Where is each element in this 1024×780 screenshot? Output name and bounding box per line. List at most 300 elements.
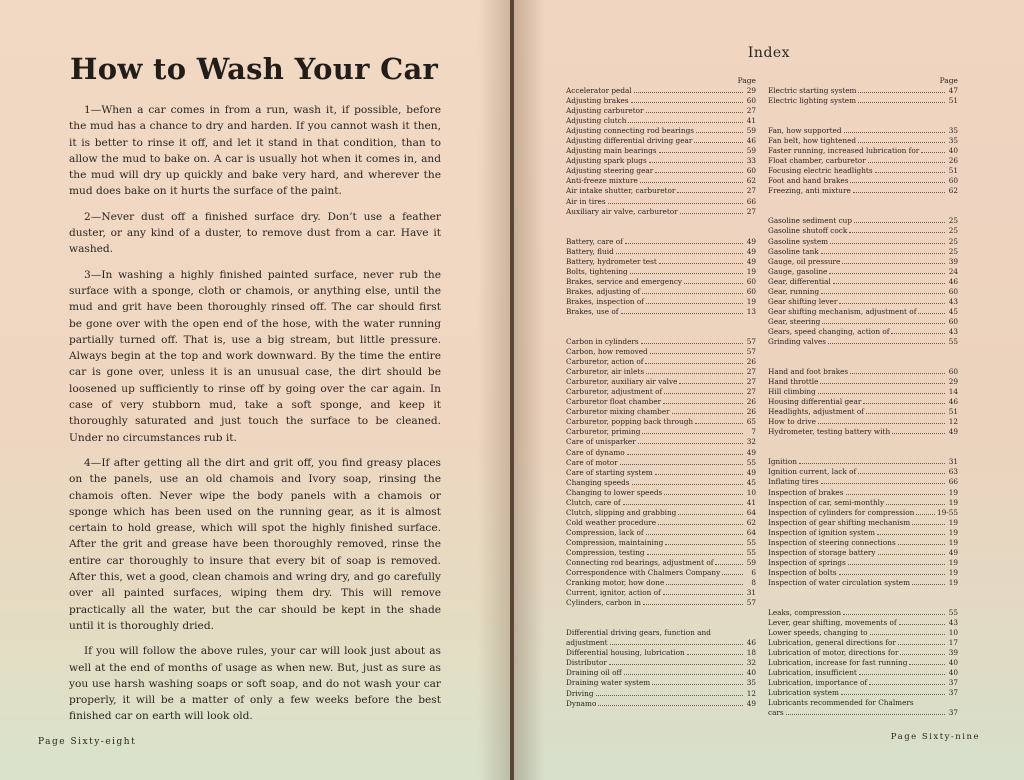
index-entry-topic: Headlights, adjustment of <box>768 407 864 417</box>
index-leader-dots <box>818 423 945 424</box>
index-entry-topic: Gasoline system <box>768 236 829 246</box>
index-leader-dots <box>828 343 945 344</box>
index-entry-page: 10 <box>746 487 756 497</box>
index-spacer <box>566 618 756 628</box>
index-entry-topic: Hand throttle <box>768 377 819 387</box>
index-entry-page: 18 <box>746 648 756 658</box>
index-leader-dots <box>898 544 945 545</box>
index-entry-topic: Gear, running <box>768 286 820 296</box>
index-entry-page: 27 <box>746 186 756 196</box>
index-entry-topic: Faster running, increased lubrication for <box>768 146 920 156</box>
index-entry <box>768 407 958 417</box>
index-entry <box>566 297 756 307</box>
index-entry <box>768 648 958 658</box>
index-entry-topic: Inspection of storage battery <box>768 547 876 557</box>
index-leader-dots <box>899 624 945 625</box>
index-leader-dots <box>842 263 945 264</box>
index-entry-topic: Current, ignitor, action of <box>566 588 661 598</box>
index-entry-topic: Draining oil off <box>566 668 622 678</box>
index-entry-page: 35 <box>948 126 958 136</box>
index-leader-dots <box>875 172 945 173</box>
index-entry-page: 63 <box>948 467 958 477</box>
index-entry-page: 66 <box>948 477 958 487</box>
index-entry-topic: Hydrometer, testing battery with <box>768 427 891 437</box>
index-entry <box>768 136 958 146</box>
index-entry-page: 62 <box>948 186 958 196</box>
index-entry <box>566 578 756 588</box>
index-entry-page: 60 <box>948 367 958 377</box>
right-page <box>514 0 1024 780</box>
index-leader-dots <box>655 474 743 475</box>
index-leader-dots <box>624 674 743 675</box>
index-entry-page: 27 <box>746 387 756 397</box>
index-leader-dots <box>696 132 743 133</box>
index-entry <box>768 317 958 327</box>
index-leader-dots <box>821 253 945 254</box>
index-entry-topic: Adjusting carburetor <box>566 106 644 116</box>
index-leader-dots <box>786 714 945 715</box>
index-entry-topic: Gear, steering <box>768 316 821 326</box>
index-entry-page: 51 <box>948 96 958 106</box>
index-entry-topic: Correspondence with Chalmers Company <box>566 568 721 578</box>
index-entry <box>566 638 756 648</box>
index-leader-dots <box>608 203 743 204</box>
index-entry-page: 46 <box>746 638 756 648</box>
index-leader-dots <box>649 162 743 163</box>
index-entry-topic: Lubrication, importance of <box>768 678 868 688</box>
index-entry-page: 60 <box>746 286 756 296</box>
index-entry-topic: How to drive <box>768 417 816 427</box>
index-entry <box>768 638 958 648</box>
index-entry-page: 59 <box>746 146 756 156</box>
index-entry-topic: Gauge, gasoline <box>768 266 828 276</box>
index-entry <box>566 528 756 538</box>
index-entry <box>566 628 756 638</box>
index-entry <box>768 96 958 106</box>
index-leader-dots <box>642 293 743 294</box>
index-entry-page: 55 <box>746 457 756 467</box>
index-leader-dots <box>621 313 744 314</box>
index-leader-dots <box>643 604 743 605</box>
index-entry-topic: Dynamo <box>566 698 597 708</box>
index-leader-dots <box>858 142 945 143</box>
index-entry-page: 35 <box>746 678 756 688</box>
index-leader-dots <box>640 182 743 183</box>
index-entry-topic: Auxiliary air valve, carburetor <box>566 206 678 216</box>
index-leader-dots <box>659 263 743 264</box>
index-leader-dots <box>912 584 945 585</box>
index-leader-dots <box>886 504 945 505</box>
index-leader-dots <box>843 614 945 615</box>
index-entry <box>768 166 958 176</box>
index-leader-dots <box>598 705 743 706</box>
index-entry-topic: Carburetor, air inlets <box>566 367 645 377</box>
index-entry <box>768 247 958 257</box>
index-entry-topic: Grinding valves <box>768 336 827 346</box>
index-entry-page: 49 <box>746 236 756 246</box>
index-spacer <box>768 588 958 598</box>
index-entry-topic: Care of motor <box>566 457 618 467</box>
index-entry-topic: Lower speeds, changing to <box>768 628 868 638</box>
index-entry-topic: Hill climbing <box>768 387 816 397</box>
index-entry-page: 41 <box>746 116 756 126</box>
index-spacer <box>566 227 756 237</box>
index-entry-page: 19 <box>948 537 958 547</box>
index-entry-page: 40 <box>948 658 958 668</box>
index-entry-topic: Inflating tires <box>768 477 819 487</box>
index-entry-page: 6 <box>751 568 756 578</box>
index-entry-page: 64 <box>746 527 756 537</box>
index-entry-page: 29 <box>746 86 756 95</box>
index-spacer <box>566 327 756 337</box>
index-entry <box>566 598 756 608</box>
index-leader-dots <box>849 232 945 233</box>
index-entry-topic: Changing speeds <box>566 477 630 487</box>
index-entry <box>768 367 958 377</box>
index-entry-topic: Freezing, anti mixture <box>768 186 851 196</box>
index-entry-page: 19 <box>948 557 958 567</box>
index-entry-page: 25 <box>948 216 958 226</box>
index-entry <box>768 237 958 247</box>
index-entry-topic: Carburetor, adjustment of <box>566 387 663 397</box>
index-entry-page: 49 <box>746 256 756 266</box>
index-entry-topic: adjustment <box>566 638 608 648</box>
page-title: How to Wash Your Car <box>70 52 439 86</box>
index-entry <box>768 698 958 708</box>
index-leader-dots <box>638 443 743 444</box>
index-leader-dots <box>678 514 743 515</box>
index-entry-topic: Compression, maintaining <box>566 537 664 547</box>
index-entry-topic: Adjusting connecting rod bearings <box>566 126 694 136</box>
index-entry-topic: Driving <box>566 688 594 698</box>
index-entry-page: 62 <box>746 517 756 527</box>
index-entry-page: 46 <box>948 397 958 407</box>
index-leader-dots <box>647 554 743 555</box>
index-entry <box>768 257 958 267</box>
index-leader-dots <box>909 664 945 665</box>
index-entry <box>566 156 756 166</box>
index-entry <box>768 688 958 698</box>
index-entry-topic: Gasoline shutoff cock <box>768 226 848 236</box>
index-entry-topic: Ignition current, lack of <box>768 467 857 477</box>
index-column-left <box>566 76 756 709</box>
index-entry-page: 49 <box>746 698 756 708</box>
index-entry <box>566 307 756 317</box>
index-entry <box>566 427 756 437</box>
index-entry <box>768 477 958 487</box>
index-entry-page: 25 <box>948 246 958 256</box>
index-entry <box>566 558 756 568</box>
index-entry-topic: Brakes, use of <box>566 306 619 316</box>
index-entry <box>768 508 958 518</box>
index-entry <box>768 708 958 718</box>
index-entry <box>566 548 756 558</box>
index-entry <box>566 508 756 518</box>
index-leader-dots <box>616 253 743 254</box>
index-entry <box>566 367 756 377</box>
index-entry-topic: Carburetor, priming <box>566 427 641 437</box>
index-leader-dots <box>623 504 743 505</box>
index-leader-dots <box>722 574 743 575</box>
index-entry-page: 57 <box>746 598 756 608</box>
index-leader-dots <box>870 634 945 635</box>
index-entry-topic: Gear shifting lever <box>768 296 838 306</box>
index-entry-page: 60 <box>948 176 958 186</box>
index-entry-page: 14 <box>948 387 958 397</box>
index-entry <box>566 96 756 106</box>
index-entry-topic: Care of dynamo <box>566 447 625 457</box>
index-entry-page: 19 <box>746 296 756 306</box>
index-leader-dots <box>663 594 743 595</box>
index-entry-topic: Battery, care of <box>566 236 623 246</box>
index-entry-page: 51 <box>948 166 958 176</box>
index-entry-page: 24 <box>948 266 958 276</box>
index-leader-dots <box>858 473 945 474</box>
index-leader-dots <box>664 494 743 495</box>
index-entry <box>566 387 756 397</box>
index-entry-topic: Housing differential gear <box>768 397 862 407</box>
page-column-heading: Page <box>939 76 958 85</box>
index-entry-topic: Adjusting main bearings <box>566 146 657 156</box>
index-entry <box>768 186 958 196</box>
index-entry-topic: Float chamber, carburetor <box>768 156 866 166</box>
index-entry-page: 31 <box>746 588 756 598</box>
index-entry-topic: Compression, testing <box>566 547 645 557</box>
index-entry <box>566 448 756 458</box>
index-spacer <box>566 317 756 327</box>
index-leader-dots <box>666 584 743 585</box>
index-leader-dots <box>846 494 946 495</box>
index-entry-topic: Brakes, adjusting of <box>566 286 641 296</box>
page-number-left: Page Sixty-eight <box>38 737 137 747</box>
index-entry <box>566 417 756 427</box>
index-entry <box>768 327 958 337</box>
index-entry <box>768 427 958 437</box>
index-spacer <box>768 206 958 216</box>
index-column-right <box>768 76 958 718</box>
index-entry-page: 12 <box>746 688 756 698</box>
index-entry-topic: Lubrication of motor, directions for <box>768 648 899 658</box>
index-entry <box>566 186 756 196</box>
index-entry-topic: Changing to lower speeds <box>566 487 663 497</box>
index-entry-page: 49 <box>746 467 756 477</box>
index-entry-page: 40 <box>948 668 958 678</box>
index-entry-page: 13 <box>746 306 756 316</box>
index-entry <box>566 397 756 407</box>
index-leader-dots <box>850 373 945 374</box>
index-entry-page: 27 <box>746 367 756 377</box>
index-entry-topic: Adjusting clutch <box>566 116 627 126</box>
index-entry-page: 39 <box>948 648 958 658</box>
index-entry <box>768 578 958 588</box>
index-leader-dots <box>646 112 743 113</box>
index-leader-dots <box>663 403 743 404</box>
index-entry <box>768 668 958 678</box>
index-entry <box>566 658 756 668</box>
paragraph-3: 3—In washing a highly finished painted surface, never rub the surface with a sponge, cloth or chamois, or anything else, until the mud and grit have been thoroughly rinsed off. The car should first be gone over with the open end of the hose, with the water running partially turned off. That is, use a big stream, but little pressure. Always begin at the top and work downward. By the time the entire car is gone over, unless it is an unusual case, the dirt should be loosened up sufficiently to rinse off by going over the car again. In case of very stubborn mud, take a soft sponge, and keep it thoroughly saturated and just touch the surface to be cleaned. Under no circumstances rub it. <box>69 268 441 444</box>
index-entry-page: 40 <box>746 668 756 678</box>
index-entry-topic: Inspection of ignition system <box>768 527 875 537</box>
index-entry <box>768 538 958 548</box>
index-entry-topic: Differential driving gears, function and <box>566 628 711 638</box>
index-leader-dots <box>687 654 743 655</box>
index-entry-page: 49 <box>948 547 958 557</box>
index-entry-page: 43 <box>948 618 958 628</box>
index-entry <box>768 176 958 186</box>
index-entry-topic: Fan, how supported <box>768 126 842 136</box>
index-leader-dots <box>869 684 945 685</box>
article-body <box>69 102 441 734</box>
index-entry-topic: Focusing electric headlights <box>768 166 873 176</box>
index-leader-dots <box>820 383 945 384</box>
index-entry-page: 31 <box>948 457 958 467</box>
index-entry-page: 55 <box>948 607 958 617</box>
index-leader-dots <box>863 403 945 404</box>
index-entry-page: 60 <box>746 166 756 176</box>
index-entry-topic: Accelerator pedal <box>566 86 632 95</box>
index-entry-page: 57 <box>746 347 756 357</box>
index-entry-page: 47 <box>948 86 958 95</box>
index-entry <box>768 608 958 618</box>
index-entry-topic: Ignition <box>768 457 797 467</box>
index-leader-dots <box>918 313 945 314</box>
index-entry-page: 25 <box>948 236 958 246</box>
index-entry-topic: Foot and hand brakes <box>768 176 849 186</box>
index-entry-topic: Adjusting brakes <box>566 96 629 106</box>
index-entry <box>768 618 958 628</box>
index-entry-page: 26 <box>746 357 756 367</box>
index-spacer <box>566 608 756 618</box>
index-entry-page: 41 <box>746 497 756 507</box>
index-entry <box>768 156 958 166</box>
index-entry <box>768 417 958 427</box>
index-entry <box>566 207 756 217</box>
index-entry-page: 19-55 <box>936 507 958 517</box>
index-entry-page: 43 <box>948 326 958 336</box>
index-entry-topic: Lubrication, increase for fast running <box>768 658 908 668</box>
index-entry-page: 19 <box>948 517 958 527</box>
index-entry-topic: Cylinders, carbon in <box>566 598 641 608</box>
index-entry-topic: Carburetor float chamber <box>566 397 662 407</box>
index-entry-page: 19 <box>948 577 958 587</box>
index-entry-page: 51 <box>948 407 958 417</box>
index-entry <box>768 337 958 347</box>
index-entry <box>566 106 756 116</box>
index-entry <box>566 257 756 267</box>
index-leader-dots <box>839 303 945 304</box>
index-entry <box>566 146 756 156</box>
index-entry <box>768 518 958 528</box>
index-leader-dots <box>854 222 945 223</box>
page-number-right: Page Sixty-nine <box>890 732 980 742</box>
index-entry-topic: Care of unisparker <box>566 437 636 447</box>
index-entry <box>566 668 756 678</box>
index-entry <box>768 86 958 96</box>
index-entry-topic: Clutch, slipping and grabbing <box>566 507 677 517</box>
index-entry-topic: Carbon, how removed <box>566 347 648 357</box>
index-entry-topic: Cold weather procedure <box>566 517 657 527</box>
index-entry-page: 46 <box>948 276 958 286</box>
index-entry <box>566 116 756 126</box>
index-leader-dots <box>631 102 743 103</box>
index-leader-dots <box>680 213 743 214</box>
index-entry-page: 29 <box>948 377 958 387</box>
index-entry <box>768 287 958 297</box>
index-leader-dots <box>677 192 743 193</box>
index-entry-topic: Lever, gear shifting, movements of <box>768 618 897 628</box>
index-entry-topic: Care of starting system <box>566 467 653 477</box>
index-entry-topic: Fan belt, how tightened <box>768 136 857 146</box>
index-entry-topic: Gear shifting mechanism, adjustment of <box>768 306 917 316</box>
index-leader-dots <box>844 132 945 133</box>
index-leader-dots <box>916 514 935 515</box>
index-entry <box>566 689 756 699</box>
index-leader-dots <box>848 564 945 565</box>
index-entry-page: 43 <box>948 296 958 306</box>
index-leader-dots <box>892 433 945 434</box>
index-entry <box>566 136 756 146</box>
index-leader-dots <box>900 654 945 655</box>
index-spacer <box>768 598 958 608</box>
index-entry-topic: Adjusting steering gear <box>566 166 654 176</box>
index-leader-dots <box>695 423 743 424</box>
index-spacer <box>768 357 958 367</box>
index-entry <box>768 568 958 578</box>
index-entry <box>566 568 756 578</box>
index-entry <box>768 397 958 407</box>
index-entry-topic: Carburetor mixing chamber <box>566 407 670 417</box>
index-entry-page: 59 <box>746 558 756 568</box>
index-entry-page: 59 <box>746 126 756 136</box>
index-spacer <box>768 116 958 126</box>
paragraph-1: 1—When a car comes in from a run, wash it, if possible, before the mud has a chance to dry and harden. If you cannot wash it then, it is better to rinse it off, and let it stand in that condition, than to allow the mud to bake on. A car is usually hot when it comes in, and the mud will dry up quickly and bake very hard, and wherever the mud does bake on it hurts the surface of the paint. <box>69 104 441 198</box>
index-leader-dots <box>850 182 945 183</box>
index-entry-page: 49 <box>948 427 958 437</box>
index-entry-page: 39 <box>948 256 958 266</box>
index-entry <box>768 658 958 668</box>
index-entry <box>566 126 756 136</box>
index-leader-dots <box>829 273 945 274</box>
index-leader-dots <box>921 152 945 153</box>
index-entry <box>768 377 958 387</box>
index-entry-topic: Carburetor, popping back through <box>566 417 694 427</box>
index-entry <box>566 458 756 468</box>
index-entry-topic: Adjusting spark plugs <box>566 156 647 166</box>
index-entry-page: 10 <box>948 628 958 638</box>
index-leader-dots <box>658 524 743 525</box>
index-entry-page: 26 <box>948 156 958 166</box>
index-entry-page: 26 <box>746 407 756 417</box>
index-entry-page: 19 <box>746 266 756 276</box>
index-entry-page: 45 <box>948 306 958 316</box>
index-entry-topic: Hand and foot brakes <box>768 367 849 377</box>
index-entry-page: 35 <box>948 136 958 146</box>
index-entry-page: 27 <box>746 206 756 216</box>
index-entry <box>566 237 756 247</box>
index-entry <box>566 699 756 709</box>
index-entry-page: 8 <box>751 578 756 588</box>
index-leader-dots <box>645 363 743 364</box>
index-leader-dots <box>634 92 743 93</box>
index-entry-page: 27 <box>746 106 756 116</box>
index-entry-topic: Air in tires <box>566 196 606 206</box>
index-entry <box>768 307 958 317</box>
index-entry-topic: Cranking motor, how done <box>566 578 665 588</box>
index-entry-page: 60 <box>746 276 756 286</box>
index-leader-dots <box>898 644 945 645</box>
index-leader-dots <box>625 243 743 244</box>
index-entry-topic: Battery, fluid <box>566 246 614 256</box>
